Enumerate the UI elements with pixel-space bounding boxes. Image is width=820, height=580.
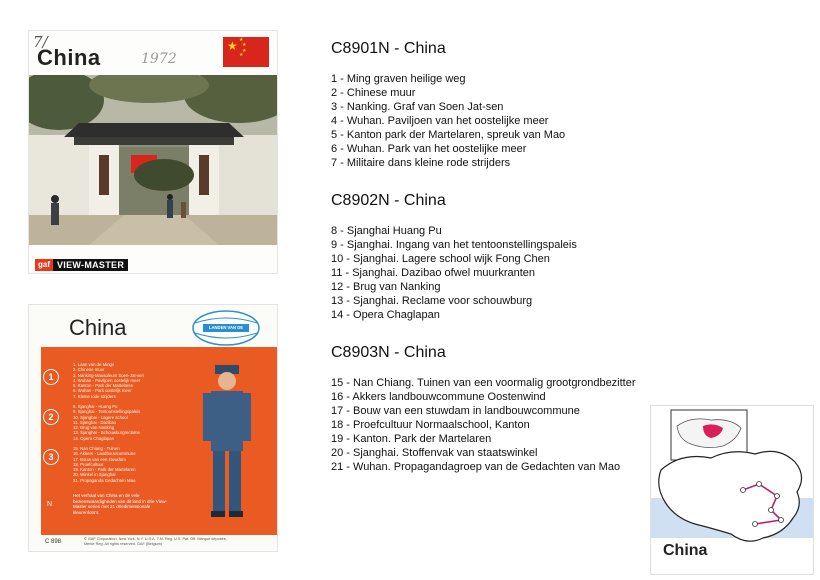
set-list-3 (331, 376, 636, 474)
reel-number-3: 3 (43, 449, 59, 465)
back-left-strip (29, 347, 41, 551)
copyright-text: © GAF Corporation, New York, N.Y. U.S.A. T.M. Reg. U.S. Pat. Off. Marque déposée, Merke Reg. All rights reserved. GAF (Belgium) (84, 537, 227, 546)
list-item: 4. Wuhan - Paviljoen oostelijk meer (73, 377, 141, 383)
china-map-card (650, 405, 814, 575)
map-title: China (663, 542, 708, 559)
viewmaster-logo (35, 259, 128, 271)
list-item: 12. Brug van Nanking (73, 425, 115, 431)
list-item: 19 - Kanton. Park der Martelaren (331, 433, 492, 445)
list-item: 4 - Wuhan. Paviljoen van het oostelijke meer (331, 115, 549, 127)
globe-badge-icon (191, 309, 261, 347)
list-item: 10 - Sjanghai. Lagere school wijk Fong Chen (331, 253, 550, 265)
packet-front-title: China (37, 45, 101, 70)
reel-number-1: 1 (43, 369, 59, 385)
handwritten-mark: 7/ (33, 33, 48, 51)
list-item: 15 - Nan Chiang. Tuinen van een voormalig grootgrondbezitter (331, 377, 636, 389)
set-list-1 (331, 72, 565, 170)
soldier-illustration (197, 361, 257, 526)
list-item: 16. Akkers - Landbouwcommune (73, 451, 136, 457)
reel-number-2: 2 (43, 409, 59, 425)
list-item: 20 - Sjanghai. Stoffenvak van staatswinkel (331, 447, 538, 459)
list-item: 2 - Chinese muur (331, 87, 416, 99)
list-item: 6. Wuhan - Park oostelijk meer (73, 388, 132, 394)
list-item: 5 - Kanton park der Martelaren, spreuk van Mao (331, 129, 566, 141)
list-item: 15. Nan Chiang - Tuinen (73, 446, 120, 451)
year-stamp: 1972 (141, 51, 177, 67)
list-item: 9. Sjanghai - Tentoonstellingspaleis (73, 409, 141, 415)
list-item: 1. Laan van de Mings (73, 362, 115, 367)
back-note: Het verhaal van China en de vele bezienswaardigheden van dit land in drie View-Master series met 21 driedimensionale kleurenfoto's. (73, 493, 167, 515)
packet-code: C 898 (45, 539, 62, 545)
list-item: 16 - Akkers landbouwcommune Oostenwind (331, 391, 546, 403)
set-heading-3: C8903N - China (331, 344, 446, 361)
back-reel1-list (73, 362, 183, 399)
packet-front-image (28, 30, 278, 274)
list-item: 20. Winkel in Sjanghai (73, 472, 116, 478)
list-item: 10. Sjanghai - Lagere school (73, 414, 128, 420)
list-item: 11. Sjanghai - Dazibao (73, 419, 117, 425)
list-item: 3. Nanking-Mausoleum Soen-Jat-sen (73, 372, 144, 378)
list-item: 13. Sjanghai - Schouwburgreclame (73, 430, 140, 436)
list-item: 21 - Wuhan. Propagandagroep van de Gedachten van Mao (331, 461, 621, 473)
set-heading-1: C8901N - China (331, 40, 446, 57)
packet-back-image (28, 304, 278, 552)
back-reel2-list (73, 404, 183, 441)
list-item: 17 - Bouw van een stuwdam in landbouwcommune (331, 405, 580, 417)
list-item: 19. Kanton - Park der Martelaren (73, 467, 136, 473)
list-item: 7 - Militaire dans kleine rode strijders (331, 157, 511, 169)
list-item: 14. Opera Chaglapan (73, 435, 115, 441)
list-item: 7. Kleine rode strijders (73, 393, 116, 399)
list-item: 21. Propaganda Gedachten Mao (73, 477, 136, 483)
side-letter: N (47, 501, 53, 508)
list-item: 18 - Proefcultuur Normaalschool, Kanton (331, 419, 530, 431)
gate-photo (29, 75, 277, 245)
gaf-logo-text: gaf (35, 259, 53, 271)
viewmaster-logo-text: VIEW-MASTER (53, 259, 128, 271)
badge-text: LANDEN VAN DE WERELD (208, 325, 244, 336)
list-item: 6 - Wuhan. Park van het oostelijke meer (331, 143, 527, 155)
list-item: 11 - Sjanghai. Dazibao ofwel muurkranten (331, 267, 536, 279)
list-item: 3 - Nanking. Graf van Soen Jat-sen (331, 101, 504, 113)
set-list-2 (331, 224, 577, 322)
list-item: 5. Kanton - Park der Martelaren (73, 383, 134, 389)
list-item: 13 - Sjanghai. Reclame voor schouwburg (331, 295, 533, 307)
set-heading-2: C8902N - China (331, 192, 446, 209)
list-item: 9 - Sjanghai. Ingang van het tentoonstellingspaleis (331, 239, 577, 251)
list-item: 14 - Opera Chaglapan (331, 309, 440, 321)
china-flag-icon: ★ ★ ★ ★ ★ (223, 37, 269, 67)
back-reel3-list (73, 446, 183, 483)
list-item: 8 - Sjanghai Huang Pu (331, 225, 442, 237)
list-item: 18. Proefcultuur (73, 461, 104, 467)
list-item: 8. Sjanghai - Huang Pu (73, 404, 118, 409)
list-item: 1 - Ming graven heilige weg (331, 73, 466, 85)
list-item: 12 - Brug van Nanking (331, 281, 441, 293)
list-item: 2. Chinese muur (73, 367, 105, 373)
list-item: 17. Bouw van een stuwdam (73, 456, 126, 462)
packet-back-title: China (69, 315, 127, 340)
